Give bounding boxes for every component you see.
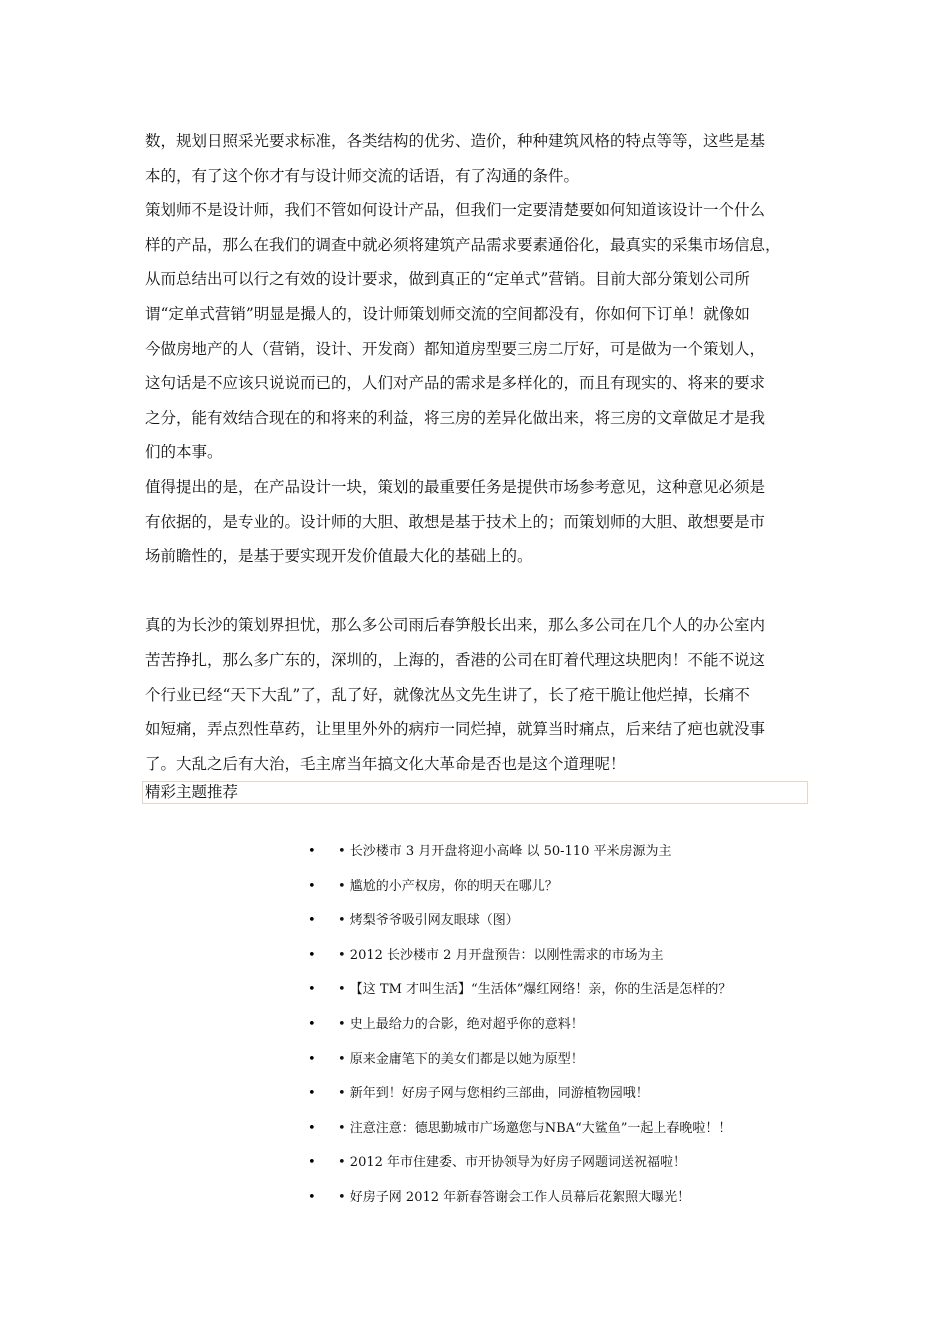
article-line: 从而总结出可以行之有效的设计要求，做到真正的“定单式”营销。目前大部分策划公司所 bbox=[145, 270, 750, 289]
article-line: 有依据的，是专业的。设计师的大胆、敢想是基于技术上的；而策划师的大胆、敢想要是市 bbox=[145, 512, 766, 531]
bullet-icon: • bbox=[308, 1051, 316, 1067]
article-line: 个行业已经“天下大乱”了，乱了好，就像沈丛文先生讲了，长了疮干脆让他烂掉，长痛不 bbox=[145, 685, 750, 704]
list-item bbox=[308, 1050, 828, 1085]
article-line: 之分，能有效结合现在的和将来的利益，将三房的差异化做出来，将三房的文章做足才是我 bbox=[145, 408, 766, 427]
list-item bbox=[308, 1153, 828, 1188]
article-line: 如短痛，弄点烈性草药，让里里外外的病疖一同烂掉，就算当时痛点，后来结了疤也就没事 bbox=[145, 720, 766, 739]
recommendation-link[interactable]: • 【这 TM 才叫生活】“生活体”爆红网络！亲，你的生活是怎样的？ bbox=[338, 982, 732, 998]
article-line: 策划师不是设计师，我们不管如何设计产品，但我们一定要清楚要如何知道该设计一个什么 bbox=[145, 201, 766, 220]
recommendation-link[interactable]: • 好房子网 2012 年新春答谢会工作人员幕后花絮照大曝光！ bbox=[338, 1189, 691, 1205]
recommendation-link[interactable]: • 2012 长沙楼市 2 月开盘预告：以刚性需求的市场为主 bbox=[338, 947, 664, 963]
list-item bbox=[308, 1015, 828, 1050]
article-line: 苦苦挣扎，那么多广东的，深圳的，上海的，香港的公司在盯着代理这块肥肉！不能不说这 bbox=[145, 650, 766, 669]
bullet-icon: • bbox=[308, 947, 316, 963]
article-line: 这句话是不应该只说说而已的，人们对产品的需求是多样化的，而且有现实的、将来的要求 bbox=[145, 374, 766, 393]
recommendation-link[interactable]: • 2012 年市住建委、市开协领导为好房子网题词送祝福啦！ bbox=[338, 1155, 687, 1171]
article-line: 今做房地产的人（营销，设计、开发商）都知道房型要三房二厅好，可是做为一个策划人， bbox=[145, 339, 766, 358]
list-item bbox=[308, 1119, 828, 1154]
bullet-icon: • bbox=[308, 982, 316, 998]
bullet-icon: • bbox=[308, 844, 316, 859]
list-item bbox=[308, 1188, 828, 1223]
article-line: 本的，有了这个你才有与设计师交流的话语，有了沟通的条件。 bbox=[145, 166, 580, 185]
list-item bbox=[308, 877, 828, 912]
recommendation-link[interactable]: • 长沙楼市 3 月开盘将迎小高峰 以 50-110 平米房源为主 bbox=[338, 844, 672, 859]
bullet-icon: • bbox=[308, 1016, 316, 1032]
recommendation-link[interactable]: • 史上最给力的合影，绝对超乎你的意料！ bbox=[338, 1016, 584, 1032]
article-line: 真的为长沙的策划界担忧，那么多公司雨后春笋般长出来，那么多公司在几个人的办公室内 bbox=[145, 616, 766, 635]
article-line: 场前瞻性的，是基于要实现开发价值最大化的基础上的。 bbox=[145, 547, 533, 566]
article-line: 样的产品，那么在我们的调查中就必须将建筑产品需求要素通俗化，最真实的采集市场信息， bbox=[145, 235, 781, 254]
bullet-icon: • bbox=[308, 913, 316, 929]
recommendation-link[interactable]: • 烤梨爷爷吸引网友眼球（图） bbox=[338, 913, 519, 929]
article-line: 们的本事。 bbox=[145, 443, 223, 462]
recommendation-link[interactable]: • 注意注意：德思勤城市广场邀您与NBA“大鲨鱼”一起上春晚啦！！ bbox=[338, 1120, 732, 1136]
list-item bbox=[308, 911, 828, 946]
recommendation-link[interactable]: • 新年到！好房子网与您相约三部曲，同游植物园哦！ bbox=[338, 1086, 649, 1102]
article-line: 数，规划日照采光要求标准，各类结构的优劣、造价，种种建筑风格的特点等等，这些是基 bbox=[145, 132, 766, 150]
article-line: 了。大乱之后有大治，毛主席当年搞文化大革命是否也是这个道理呢！ bbox=[145, 754, 626, 773]
recommendation-link[interactable]: • 尴尬的小产权房，你的明天在哪儿？ bbox=[338, 878, 558, 894]
recommendations-header: 精彩主题推荐 bbox=[142, 781, 808, 804]
article-body bbox=[145, 124, 813, 781]
bullet-icon: • bbox=[308, 1155, 316, 1171]
article-line: 值得提出的是，在产品设计一块，策划的最重要任务是提供市场参考意见，这种意见必须是 bbox=[145, 477, 766, 496]
list-item bbox=[308, 1084, 828, 1119]
recommendations-list bbox=[308, 842, 828, 1223]
list-item bbox=[308, 980, 828, 1015]
list-item bbox=[308, 842, 828, 877]
article-line: 谓“定单式营销”明显是撮人的，设计师策划师交流的空间都没有，你如何下订单！就像如 bbox=[145, 304, 750, 323]
bullet-icon: • bbox=[308, 1086, 316, 1102]
list-item bbox=[308, 946, 828, 981]
recommendation-link[interactable]: • 原来金庸笔下的美女们都是以她为原型！ bbox=[338, 1051, 584, 1067]
bullet-icon: • bbox=[308, 1189, 316, 1205]
paragraph-spacer bbox=[145, 574, 813, 609]
bullet-icon: • bbox=[308, 1120, 316, 1136]
bullet-icon: • bbox=[308, 878, 316, 894]
